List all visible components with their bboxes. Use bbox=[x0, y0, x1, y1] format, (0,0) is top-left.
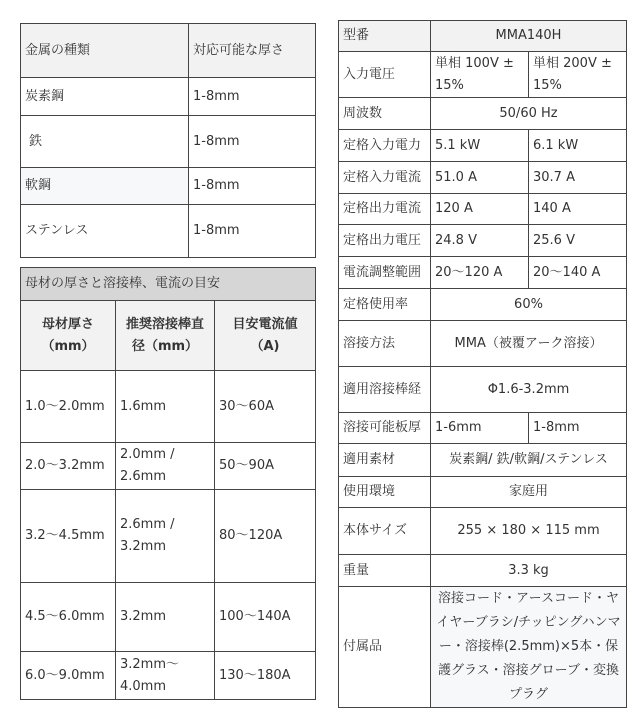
spec-label: 溶接方法 bbox=[339, 321, 431, 367]
cell: 1-8mm bbox=[189, 78, 316, 116]
table-row bbox=[21, 205, 316, 258]
cell: 軟鋼 bbox=[21, 168, 189, 205]
spec-value-200v: 20〜140 A bbox=[529, 257, 627, 289]
cell: 30〜60A bbox=[215, 371, 316, 443]
cell: 1-8mm bbox=[189, 168, 316, 205]
welding-guide-table bbox=[20, 267, 316, 700]
spec-row bbox=[339, 225, 627, 257]
spec-value-200v: 140 A bbox=[529, 194, 627, 225]
cell: 鉄 bbox=[21, 116, 189, 168]
spec-value: 255 × 180 × 115 mm bbox=[431, 508, 627, 555]
spec-value-100v: 24.8 V bbox=[431, 225, 529, 257]
spec-row bbox=[339, 587, 627, 708]
spec-label: 重量 bbox=[339, 555, 431, 587]
spec-label: 溶接可能板厚 bbox=[339, 413, 431, 444]
spec-row bbox=[339, 162, 627, 194]
cell: 3.2mm bbox=[116, 583, 215, 652]
table-header-row bbox=[21, 301, 316, 371]
spec-value-100v: 1-6mm bbox=[431, 413, 529, 444]
cell: 1.0〜2.0mm bbox=[21, 371, 116, 443]
spec-row bbox=[339, 367, 627, 413]
spec-row bbox=[339, 508, 627, 555]
spec-label: 定格出力電流 bbox=[339, 194, 431, 225]
cell: 130〜180A bbox=[215, 652, 316, 700]
table-caption: 母材の厚さと溶接棒、電流の目安 bbox=[21, 268, 316, 301]
spec-label: 付属品 bbox=[339, 587, 431, 708]
spec-row bbox=[339, 477, 627, 508]
spec-value: MMA140H bbox=[431, 21, 627, 52]
header-cell: 推奨溶接棒直径（mm） bbox=[116, 301, 215, 371]
cell: 炭素鋼 bbox=[21, 78, 189, 116]
spec-value: 60% bbox=[431, 289, 627, 321]
table-row bbox=[21, 168, 316, 205]
cell: 6.0〜9.0mm bbox=[21, 652, 116, 700]
spec-row bbox=[339, 555, 627, 587]
spec-row bbox=[339, 289, 627, 321]
spec-value-100v: 単相 100V ± 15% bbox=[431, 52, 529, 98]
cell: 1-8mm bbox=[189, 205, 316, 258]
header-cell: 母材厚さ（mm） bbox=[21, 301, 116, 371]
spec-label: 定格出力電圧 bbox=[339, 225, 431, 257]
spec-row bbox=[339, 130, 627, 162]
spec-table bbox=[338, 20, 627, 708]
spec-value-200v: 25.6 V bbox=[529, 225, 627, 257]
cell: 2.0mm / 2.6mm bbox=[116, 443, 215, 490]
table-row bbox=[21, 116, 316, 168]
cell: 3.2〜4.5mm bbox=[21, 490, 116, 583]
spec-value: 炭素鋼/ 鉄/軟鋼/ステンレス bbox=[431, 444, 627, 477]
spec-value: 家庭用 bbox=[431, 477, 627, 508]
spec-row bbox=[339, 444, 627, 477]
table-row bbox=[21, 490, 316, 583]
spec-row bbox=[339, 52, 627, 98]
cell: 1-8mm bbox=[189, 116, 316, 168]
table-row bbox=[21, 78, 316, 116]
spec-label: 定格使用率 bbox=[339, 289, 431, 321]
cell: 3.2mm〜4.0mm bbox=[116, 652, 215, 700]
table-row bbox=[21, 371, 316, 443]
spec-label: 本体サイズ bbox=[339, 508, 431, 555]
spec-label: 定格入力電力 bbox=[339, 130, 431, 162]
cell: 1.6mm bbox=[116, 371, 215, 443]
spec-label: 使用環境 bbox=[339, 477, 431, 508]
spec-value-100v: 5.1 kW bbox=[431, 130, 529, 162]
spec-value-100v: 120 A bbox=[431, 194, 529, 225]
spec-value-200v: 単相 200V ± 15% bbox=[529, 52, 627, 98]
header-cell: 金属の種類 bbox=[21, 24, 189, 78]
spec-value: 50/60 Hz bbox=[431, 98, 627, 130]
spec-label: 適用素材 bbox=[339, 444, 431, 477]
cell: ステンレス bbox=[21, 205, 189, 258]
spec-label: 周波数 bbox=[339, 98, 431, 130]
spec-row bbox=[339, 98, 627, 130]
spec-row bbox=[339, 194, 627, 225]
header-cell: 対応可能な厚さ bbox=[189, 24, 316, 78]
table-row bbox=[21, 443, 316, 490]
cell: 4.5〜6.0mm bbox=[21, 583, 116, 652]
cell: 100〜140A bbox=[215, 583, 316, 652]
spec-row bbox=[339, 257, 627, 289]
spec-value: MMA（被覆アーク溶接） bbox=[431, 321, 627, 367]
metal-thickness-table bbox=[20, 23, 316, 258]
spec-row bbox=[339, 321, 627, 367]
spec-value: 溶接コード・アースコード・ヤイヤーブラシ/チッピングハンマー・溶接棒(2.5mm)×5本・保護グラス・溶接グローブ・変換プラグ bbox=[431, 587, 627, 708]
cell: 80〜120A bbox=[215, 490, 316, 583]
cell: 2.0〜3.2mm bbox=[21, 443, 116, 490]
spec-row bbox=[339, 21, 627, 52]
table-row bbox=[21, 583, 316, 652]
header-cell: 目安電流値（A) bbox=[215, 301, 316, 371]
cell: 2.6mm / 3.2mm bbox=[116, 490, 215, 583]
spec-value-200v: 30.7 A bbox=[529, 162, 627, 194]
spec-label: 電流調整範囲 bbox=[339, 257, 431, 289]
cell: 50〜90A bbox=[215, 443, 316, 490]
spec-label: 型番 bbox=[339, 21, 431, 52]
spec-value-100v: 51.0 A bbox=[431, 162, 529, 194]
spec-label: 入力電圧 bbox=[339, 52, 431, 98]
spec-value-200v: 1-8mm bbox=[529, 413, 627, 444]
spec-value-100v: 20〜120 A bbox=[431, 257, 529, 289]
table-row bbox=[21, 652, 316, 700]
spec-row bbox=[339, 413, 627, 444]
spec-label: 定格入力電流 bbox=[339, 162, 431, 194]
spec-label: 適用溶接棒経 bbox=[339, 367, 431, 413]
spec-value-200v: 6.1 kW bbox=[529, 130, 627, 162]
spec-value: Φ1.6-3.2mm bbox=[431, 367, 627, 413]
table-header-row bbox=[21, 24, 316, 78]
spec-value: 3.3 kg bbox=[431, 555, 627, 587]
